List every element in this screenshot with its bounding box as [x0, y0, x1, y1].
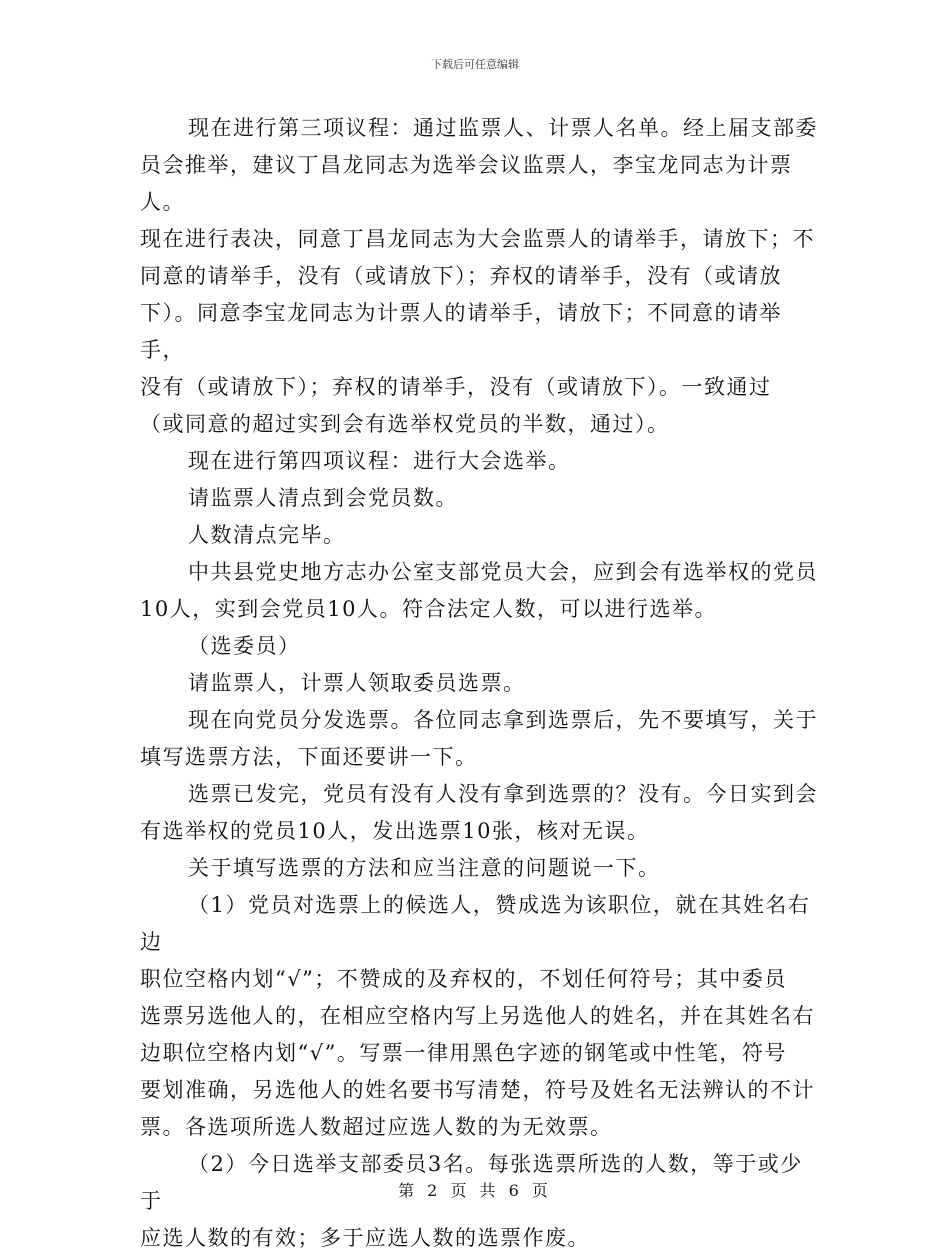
text-line: （2）今日选举支部委员3名。每张选票所选的人数，等于或少于: [140, 1152, 803, 1213]
text-line: 下）。同意李宝龙同志为计票人的请举手，请放下；不同意的请举手，: [140, 301, 782, 362]
text-line: 员会推举，建议丁昌龙同志为选举会议监票人，李宝龙同志为计票人。: [140, 153, 793, 214]
text-line: 填写选票方法，下面还要讲一下。: [140, 745, 478, 769]
text-line: （1）党员对选票上的候选人，赞成选为该职位，就在其姓名右边: [140, 893, 811, 954]
text-line: 要划准确，另选他人的姓名要书写清楚，符号及姓名无法辨认的不计: [140, 1078, 815, 1102]
text-line: 应选人数的有效；多于应选人数的选票作废。: [140, 1226, 590, 1250]
page-footer: 第 2 页 共 6 页: [398, 1181, 552, 1200]
text-line: 中共县党史地方志办公室支部党员大会，应到会有选举权的党员: [188, 560, 818, 584]
text-line: 有选举权的党员10人，发出选票10张，核对无误。: [140, 819, 650, 843]
text-line: 请监票人清点到会党员数。: [188, 486, 458, 510]
text-line: 10人，实到会党员10人。符合法定人数，可以进行选举。: [140, 597, 717, 621]
document-body: [140, 110, 820, 1257]
text-line: 票。各选项所选人数超过应选人数的为无效票。: [140, 1115, 613, 1139]
text-line: 现在进行第四项议程：进行大会选举。: [188, 449, 571, 473]
text-line: 选票已发完，党员有没有人没有拿到选票的？没有。今日实到会: [188, 782, 818, 806]
page-header: 下载后可任意编辑: [431, 58, 519, 71]
text-line: （或同意的超过实到会有选举权党员的半数，通过）。: [140, 412, 670, 436]
text-line: 选票另选他人的，在相应空格内写上另选他人的姓名，并在其姓名右: [140, 1004, 815, 1028]
text-line: 现在进行表决，同意丁昌龙同志为大会监票人的请举手，请放下；不: [140, 227, 815, 251]
text-line: 没有（或请放下）；弃权的请举手，没有（或请放下）。一致通过: [140, 375, 772, 399]
text-line: 职位空格内划“√”；不赞成的及弃权的，不划任何符号；其中委员: [140, 967, 787, 991]
text-line: 现在向党员分发选票。各位同志拿到选票后，先不要填写，关于: [188, 708, 818, 732]
text-line: 边职位空格内划“√”。写票一律用黑色字迹的钢笔或中性笔，符号: [140, 1041, 787, 1065]
text-line: （选委员）: [188, 634, 301, 658]
text-line: 关于填写选票的方法和应当注意的问题说一下。: [188, 856, 661, 880]
text-line: 请监票人，计票人领取委员选票。: [188, 671, 526, 695]
text-line: 同意的请举手，没有（或请放下）；弃权的请举手，没有（或请放: [140, 264, 782, 288]
text-line: 现在进行第三项议程：通过监票人、计票人名单。经上届支部委: [188, 116, 818, 140]
text-line: 人数清点完毕。: [188, 523, 346, 547]
